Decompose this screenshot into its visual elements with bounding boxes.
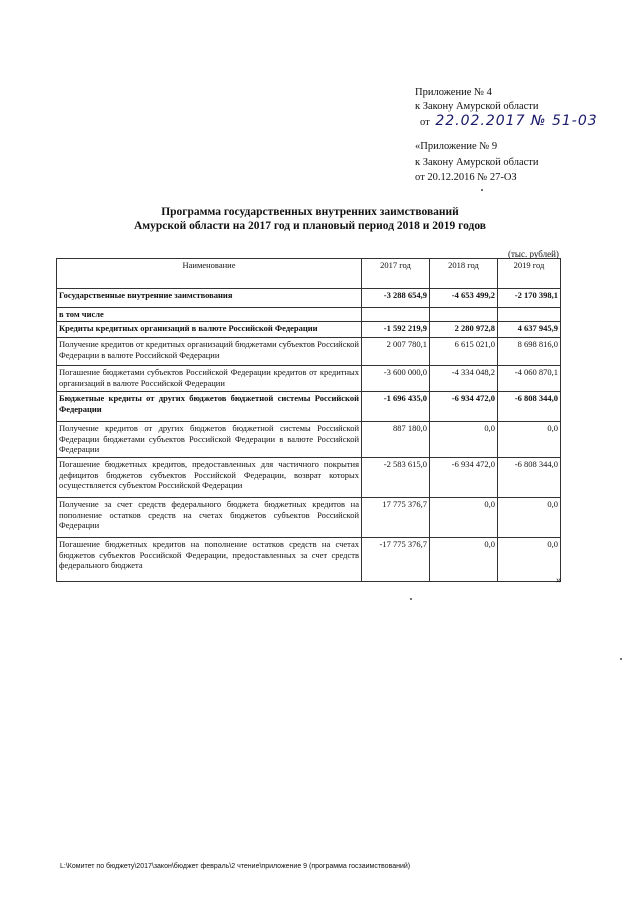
header-name: Наименование: [57, 259, 362, 289]
value-2018: 2 280 972,8: [430, 322, 498, 338]
footer-file-path: L:\Комитет по бюджету\2017\закон\бюджет февраль\2 чтение\приложение 9 (программа госзаимствований): [60, 863, 411, 870]
value-2017: -1 592 219,9: [362, 322, 430, 338]
value-2019: -6 808 344,0: [498, 392, 561, 422]
value-2017: -17 775 376,7: [362, 538, 430, 582]
document-title-line2: Амурской области на 2017 год и плановый период 2018 и 2019 годов: [133, 220, 487, 232]
row-name: Получение кредитов от кредитных организаций бюджетами субъектов Российской Федерации в валюте Российской Федерации: [57, 338, 362, 366]
row-name: Бюджетные кредиты от других бюджетов бюджетной системы Российской Федерации: [57, 392, 362, 422]
row-name: Погашение бюджетных кредитов на пополнение остатков средств на счетах бюджетов субъектов Российской Федерации, предоставленных за счет средств федерального бюджета: [57, 538, 362, 582]
document-title-line1: Программа государственных внутренних заимствований: [161, 206, 459, 218]
row-name: Государственные внутренние заимствования: [57, 289, 362, 308]
value-2018: -4 653 499,2: [430, 289, 498, 308]
handwritten-date-number: 22.02.2017 № 51-03: [435, 113, 598, 129]
row-name: Погашение бюджетных кредитов, предоставленных для частичного покрытия дефицитов бюджетов субъектов Российской Федерации, возврат которых осуществляется субъектом Российской Федерации: [57, 458, 362, 498]
appendix4-line1: Приложение № 4: [415, 87, 492, 98]
appendix9-line1: «Приложение № 9: [415, 141, 498, 152]
row-name: Погашение бюджетами субъектов Российской Федерации кредитов от кредитных организаций в валюте Российской Федерации: [57, 366, 362, 392]
value-2018: -4 334 048,2: [430, 366, 498, 392]
table-row: [57, 458, 561, 498]
table-row: [57, 422, 561, 458]
closing-quote: »: [556, 574, 562, 586]
value-2017: -3 288 654,9: [362, 289, 430, 308]
value-2017: 2 007 780,1: [362, 338, 430, 366]
value-2018: 6 615 021,0: [430, 338, 498, 366]
value-2018: [430, 308, 498, 322]
scan-speck: [410, 598, 412, 600]
row-name: Получение кредитов от других бюджетов бюджетной системы Российской Федерации бюджетами субъектов Российской Федерации в валюте Российской Федерации: [57, 422, 362, 458]
value-2019: 0,0: [498, 538, 561, 582]
appendix4-date-prefix: от: [420, 117, 430, 128]
header-2017: 2017 год: [362, 259, 430, 289]
table-row: [57, 538, 561, 582]
scan-speck: [620, 658, 622, 660]
row-name: в том числе: [57, 308, 362, 322]
row-name: Кредиты кредитных организаций в валюте Российской Федерации: [57, 322, 362, 338]
table-row: [57, 289, 561, 308]
header-2018: 2018 год: [430, 259, 498, 289]
value-2019: -4 060 870,1: [498, 366, 561, 392]
value-2019: 4 637 945,9: [498, 322, 561, 338]
value-2017: -2 583 615,0: [362, 458, 430, 498]
scan-speck: [481, 189, 483, 191]
value-2018: -6 934 472,0: [430, 458, 498, 498]
row-name: Получение за счет средств федерального бюджета бюджетных кредитов на пополнение остатков средств на счетах бюджетов субъектов Российской Федерации: [57, 498, 362, 538]
value-2019: 0,0: [498, 422, 561, 458]
appendix4-line2: к Закону Амурской области: [415, 101, 539, 112]
value-2019: 8 698 816,0: [498, 338, 561, 366]
value-2019: -6 808 344,0: [498, 458, 561, 498]
value-2017: -1 696 435,0: [362, 392, 430, 422]
appendix4-line3: [420, 114, 598, 130]
value-2018: 0,0: [430, 498, 498, 538]
table-row: [57, 366, 561, 392]
table-row: [57, 322, 561, 338]
units-label: (тыс. рублей): [508, 249, 559, 259]
value-2017: 17 775 376,7: [362, 498, 430, 538]
table-row: [57, 338, 561, 366]
table-header-row: [57, 259, 561, 289]
value-2018: 0,0: [430, 538, 498, 582]
table-row: [57, 498, 561, 538]
table-row: [57, 308, 561, 322]
appendix9-line2: к Закону Амурской области: [415, 157, 539, 168]
value-2019: -2 170 398,1: [498, 289, 561, 308]
table-row: [57, 392, 561, 422]
borrowing-program-table: [56, 258, 561, 582]
value-2017: -3 600 000,0: [362, 366, 430, 392]
appendix9-line3: от 20.12.2016 № 27-ОЗ: [415, 172, 517, 183]
value-2017: [362, 308, 430, 322]
value-2018: -6 934 472,0: [430, 392, 498, 422]
header-2019: 2019 год: [498, 259, 561, 289]
value-2019: 0,0: [498, 498, 561, 538]
value-2019: [498, 308, 561, 322]
value-2018: 0,0: [430, 422, 498, 458]
value-2017: 887 180,0: [362, 422, 430, 458]
